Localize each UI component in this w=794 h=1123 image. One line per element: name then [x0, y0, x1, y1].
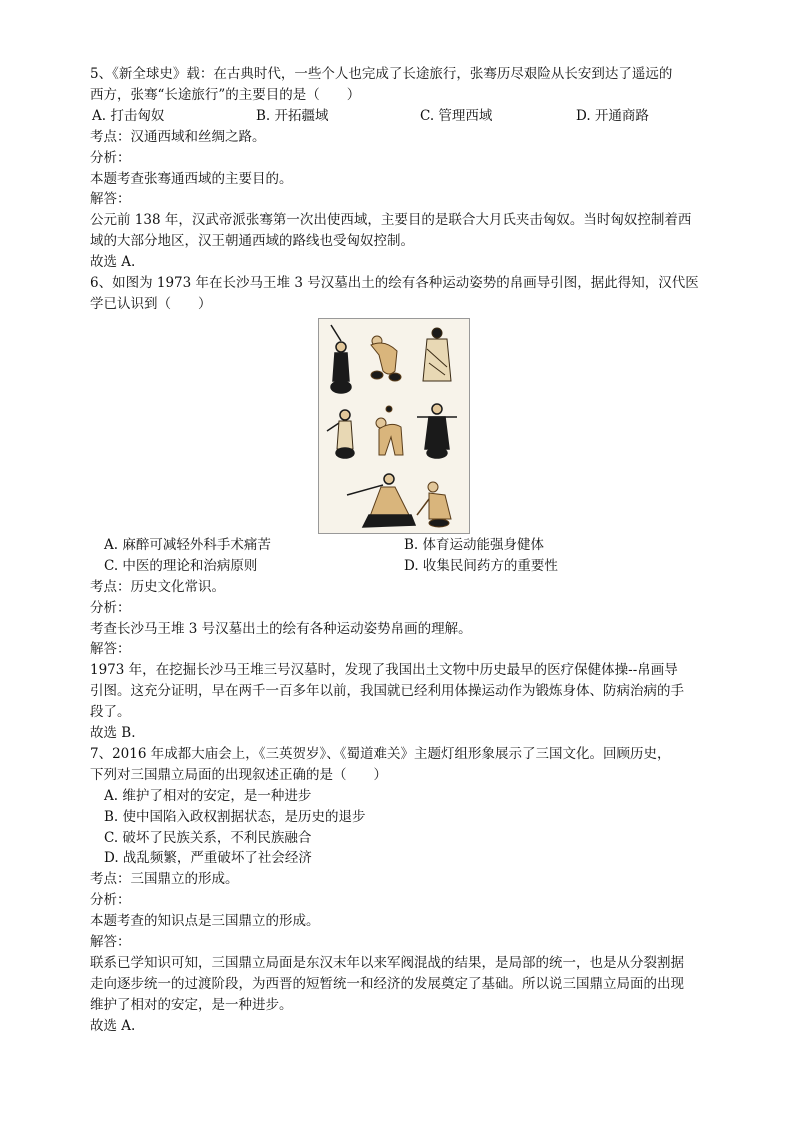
- q5-fenxi-label: 分析：: [90, 149, 131, 166]
- q6-option-b: B. 体育运动能强身健体: [404, 536, 545, 553]
- q7-fenxi-label: 分析：: [90, 892, 131, 909]
- q5-stem-line-2: 西方，张骞“长途旅行”的主要目的是（ ）: [90, 86, 361, 103]
- document-page: [90, 64, 710, 1037]
- q7-answer: 故选 A.: [90, 1017, 136, 1034]
- q7-jieda-line-2: 走向逐步统一的过渡阶段，为西晋的短暂统一和经济的发展奠定了基础。所以说三国鼎立局面的出现: [90, 975, 684, 992]
- q5-answer: 故选 A.: [90, 254, 136, 271]
- q6-option-a: A. 麻醉可减轻外科手术痛苦: [104, 536, 271, 553]
- q6-fenxi: 考查长沙马王堆 3 号汉墓出土的绘有各种运动姿势帛画的理解。: [90, 620, 472, 637]
- q5-jieda-line-1: 公元前 138 年，汉武帝派张骞第一次出使西域，主要目的是联合大月氏夹击匈奴。当时匈奴控制着西: [90, 212, 692, 229]
- question-5: [90, 64, 710, 273]
- q5-option-b: B. 开拓疆域: [256, 107, 329, 124]
- q6-jieda-line-1: 1973 年，在挖掘长沙马王堆三号汉墓时，发现了我国出土文物中历史最早的医疗保健体操--帛画导: [90, 662, 678, 679]
- q7-fenxi: 本题考查的知识点是三国鼎立的形成。: [90, 913, 320, 930]
- figure-arms-spread: [417, 404, 457, 458]
- q6-stem-line-2: 学已认识到（ ）: [90, 295, 212, 312]
- q5-kaodian: 考点：汉通西域和丝绸之路。: [90, 128, 266, 145]
- q5-option-a: A. 打击匈奴: [92, 107, 165, 124]
- q7-option-a: A. 维护了相对的安定，是一种进步: [104, 787, 312, 804]
- q6-fenxi-label: 分析：: [90, 599, 131, 616]
- q7-stem-line-1: 7、2016 年成都大庙会上，《三英贺岁》、《蜀道难关》主题灯组形象展示了三国文化。回顾历史，: [90, 745, 671, 762]
- q7-kaodian: 考点：三国鼎立的形成。: [90, 871, 239, 888]
- q7-option-d: D. 战乱频繁，严重破坏了社会经济: [104, 850, 312, 867]
- q5-fenxi: 本题考查张骞通西域的主要目的。: [90, 170, 293, 187]
- figure-bowing: [376, 406, 403, 455]
- q6-jieda-label: 解答：: [90, 641, 131, 658]
- figure-robed-standing: [423, 328, 451, 381]
- question-6: [90, 273, 710, 744]
- q6-answer: 故选 B.: [90, 725, 136, 742]
- q5-stem-line-1: 5、《新全球史》载：在古典时代，一些个人也完成了长途旅行，张骞历尽艰险从长安到达了遥远的: [90, 66, 673, 82]
- question-7: [90, 744, 710, 1037]
- q5-option-d: D. 开通商路: [576, 107, 649, 124]
- q5-jieda-label: 解答：: [90, 191, 131, 208]
- figure-crouching: [417, 482, 451, 527]
- q7-jieda-line-1: 联系已学知识可知，三国鼎立局面是东汉末年以来军阀混战的结果，是局部的统一，也是从分裂割据: [90, 955, 684, 971]
- q7-jieda-line-3: 维护了相对的安定，是一种进步。: [90, 996, 293, 1013]
- q7-jieda-label: 解答：: [90, 934, 131, 951]
- daoyin-silk-painting-image: [318, 318, 470, 534]
- q6-kaodian: 考点：历史文化常识。: [90, 578, 225, 595]
- q6-jieda-line-2: 引图。这充分证明，早在两千一百多年以前，我国就已经利用体操运动作为锻炼身体、防病治病的手: [90, 683, 684, 700]
- figure-arm-stretch: [327, 410, 354, 458]
- q7-stem-line-2: 下列对三国鼎立局面的出现叙述正确的是（ ）: [90, 766, 387, 783]
- figure-bending: [371, 336, 401, 381]
- q6-options-row-1: [90, 535, 710, 556]
- figure-lunging: [347, 474, 415, 527]
- q6-options-row-2: [90, 556, 710, 577]
- q6-jieda-line-3: 段了。: [90, 704, 131, 721]
- q6-stem-line-1: 6、如图为 1973 年在长沙马王堆 3 号汉墓出土的绘有各种运动姿势的帛画导引图，据此得知，汉代医: [90, 275, 699, 292]
- figure-raising-arm: [331, 325, 351, 393]
- q5-options: [90, 106, 710, 127]
- q6-figure-area: [90, 315, 710, 535]
- q5-option-c: C. 管理西域: [420, 107, 493, 124]
- q6-option-d: D. 收集民间药方的重要性: [404, 557, 558, 574]
- q7-option-c: C. 破坏了民族关系，不利民族融合: [104, 829, 312, 846]
- q6-option-c: C. 中医的理论和治病原则: [104, 557, 258, 574]
- q5-jieda-line-2: 域的大部分地区，汉王朝通西域的路线也受匈奴控制。: [90, 233, 414, 250]
- q7-option-b: B. 使中国陷入政权割据状态，是历史的退步: [104, 808, 366, 825]
